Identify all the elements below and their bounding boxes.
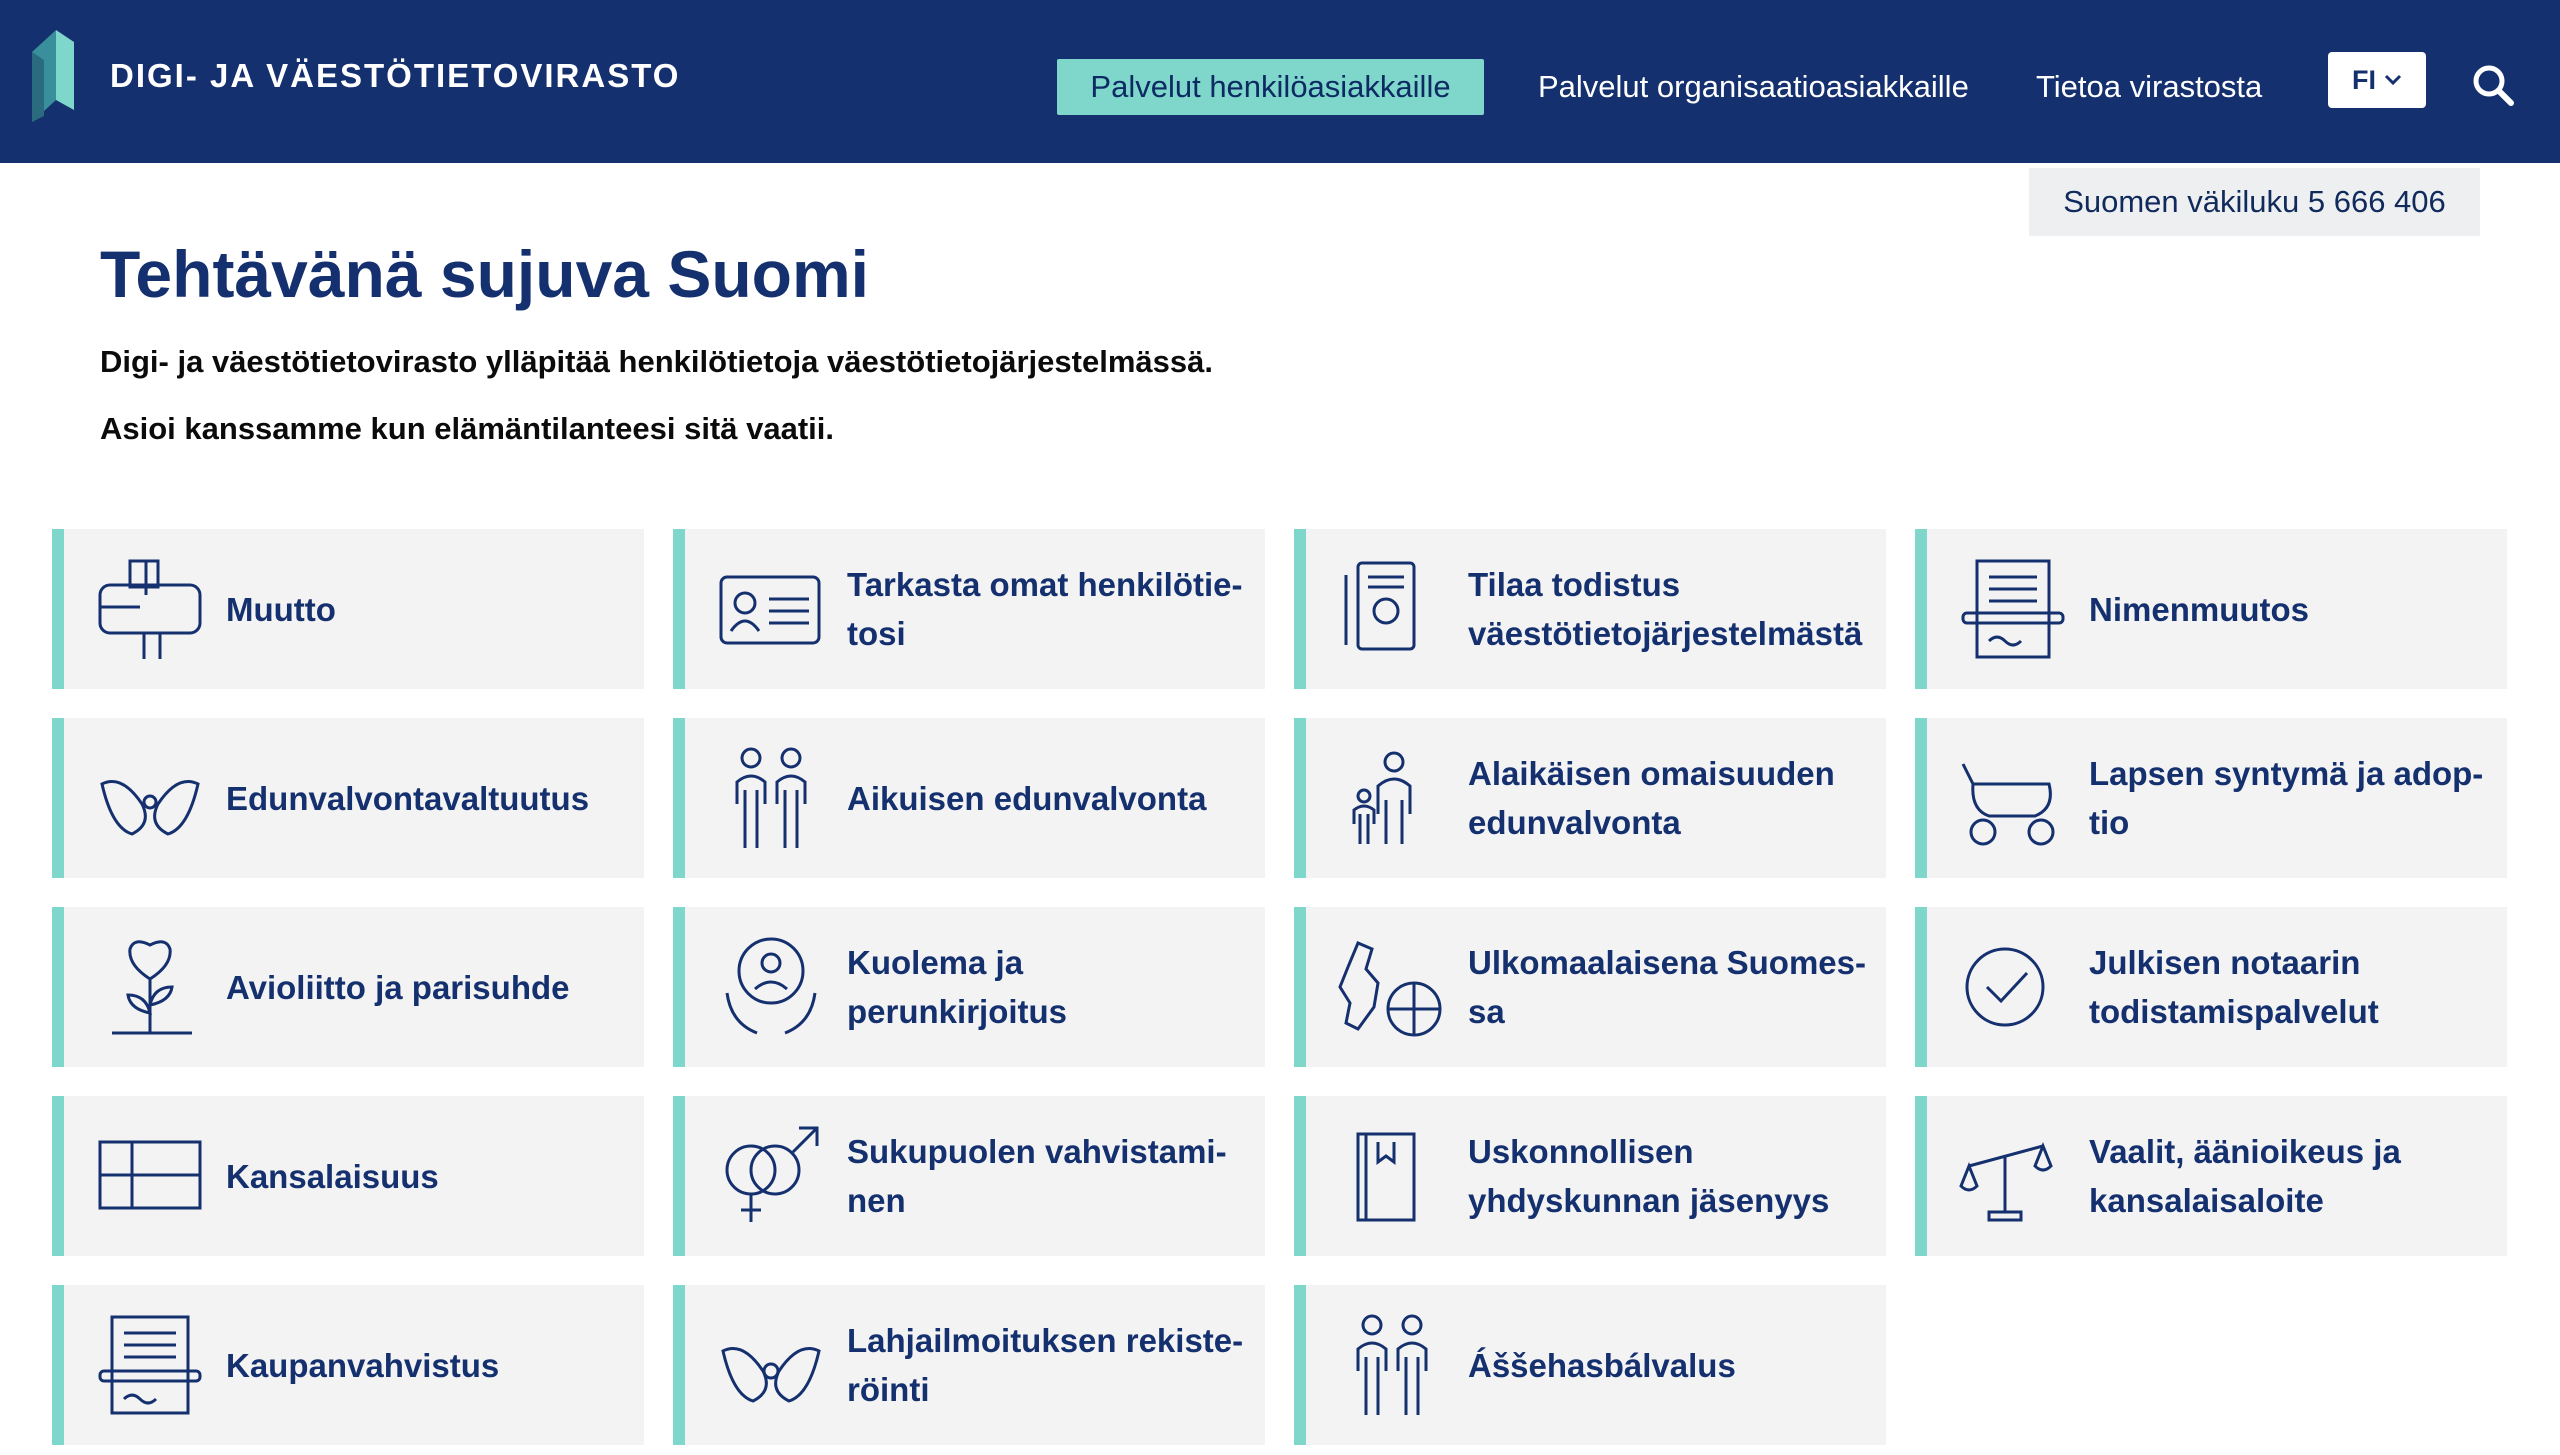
service-card-foreigner[interactable] [1294,907,1886,1067]
service-card-label: Julkisen notaarin todistamispalvelut [2089,944,2379,1030]
checkmark-circle-icon [1959,933,2067,1041]
service-card-muutto[interactable] [52,529,644,689]
document-pen-icon [1959,555,2067,663]
top-bar [0,0,2560,163]
page-title: Tehtävänä sujuva Suomi [100,237,869,311]
service-card-birth-adoption[interactable] [1915,718,2507,878]
logo-mark-icon [22,30,80,122]
service-card-adult-guardianship[interactable] [673,718,1265,878]
service-card-marriage[interactable] [52,907,644,1067]
service-card-label: Tilaa todistus väestötietojärjestelmästä [1468,566,1863,652]
heart-flower-icon [96,933,204,1041]
finland-globe-icon [1338,933,1446,1041]
service-card-label: Tarkasta omat henkilötietosi [847,566,1243,652]
two-people-icon [1338,1311,1446,1419]
service-card-label: Muutto [226,590,336,628]
service-card-citizenship[interactable] [52,1096,644,1256]
nav-organization-customers[interactable]: Palvelut organisaatioasiakkaille [1538,69,1969,104]
adult-child-icon [1338,744,1446,852]
service-card-label: Ulkomaalaisena Suomessa [1468,944,1867,1030]
service-card-personal-data[interactable] [673,529,1265,689]
service-card-religious-community[interactable] [1294,1096,1886,1256]
two-people-icon [717,744,825,852]
id-card-icon [717,555,825,663]
chevron-down-icon [2384,74,2402,86]
service-card-label: Kansalaisuus [226,1157,439,1195]
nav-about-agency[interactable]: Tietoa virastosta [2036,69,2263,104]
service-card-label: Aikuisen edunvalvonta [847,779,1207,817]
population-counter: Suomen väkiluku 5 666 406 [2029,168,2480,236]
gender-symbols-icon [717,1122,825,1230]
stroller-icon [1959,744,2067,852]
service-card-label: Kaupanvahvistus [226,1346,500,1384]
book-icon [1338,1122,1446,1230]
intro-text: Digi- ja väestötietovirasto ylläpitää henkilötietoja väestötietojärjestelmässä. [100,344,1213,379]
service-card-sami-service[interactable] [1294,1285,1886,1445]
service-card-notary[interactable] [1915,907,2507,1067]
flag-icon [96,1122,204,1230]
service-card-label: Áššehasbálvalus [1468,1346,1736,1384]
service-card-label: Lapsen syntymä ja adoptio [2089,755,2484,841]
service-grid [52,529,2508,1445]
service-card-minor-guardianship[interactable] [1294,718,1886,878]
service-card-elections[interactable] [1915,1096,2507,1256]
service-card-power-of-attorney[interactable] [52,718,644,878]
hands-icon [96,744,204,852]
contract-icon [96,1311,204,1419]
service-card-name-change[interactable] [1915,529,2507,689]
service-card-label: Kuolema ja perunkirjoitus [847,944,1068,1030]
mailbox-icon [96,555,204,663]
service-card-label: Lahjailmoituksen rekisteröinti [847,1322,1244,1408]
scales-icon [1959,1122,2067,1230]
language-selector[interactable] [2328,52,2426,108]
service-card-label: Edunvalvontavaltuutus [226,779,590,817]
service-card-sale-confirmation[interactable] [52,1285,644,1445]
cared-person-icon [717,933,825,1041]
language-label: FI [2352,64,2376,95]
intro-text-secondary: Asioi kanssamme kun elämäntilanteesi sitä vaatii. [100,411,834,446]
certificate-icon [1338,555,1446,663]
service-card-gender[interactable] [673,1096,1265,1256]
nav-personal-customers[interactable]: Palvelut henkilöasiakkaille [1057,59,1484,115]
logo[interactable] [22,30,680,122]
logo-text: DIGI- JA VÄESTÖTIETOVIRASTO [110,57,681,94]
service-card-label: Alaikäisen omaisuuden edunvalvonta [1468,755,1835,841]
service-card-label: Nimenmuutos [2089,590,2310,628]
service-card-certificate[interactable] [1294,529,1886,689]
service-card-label: Avioliitto ja parisuhde [226,968,570,1006]
service-card-label: Vaalit, äänioikeus ja kansalaisaloite [2089,1133,2401,1219]
service-card-label: Sukupuolen vahvistaminen [847,1133,1227,1219]
service-card-death-inventory[interactable] [673,907,1265,1067]
service-card-gift-registration[interactable] [673,1285,1265,1445]
hands-gift-icon [717,1311,825,1419]
search-icon[interactable] [2472,64,2514,106]
service-card-label: Uskonnollisen yhdyskunnan jäsenyys [1468,1133,1830,1219]
